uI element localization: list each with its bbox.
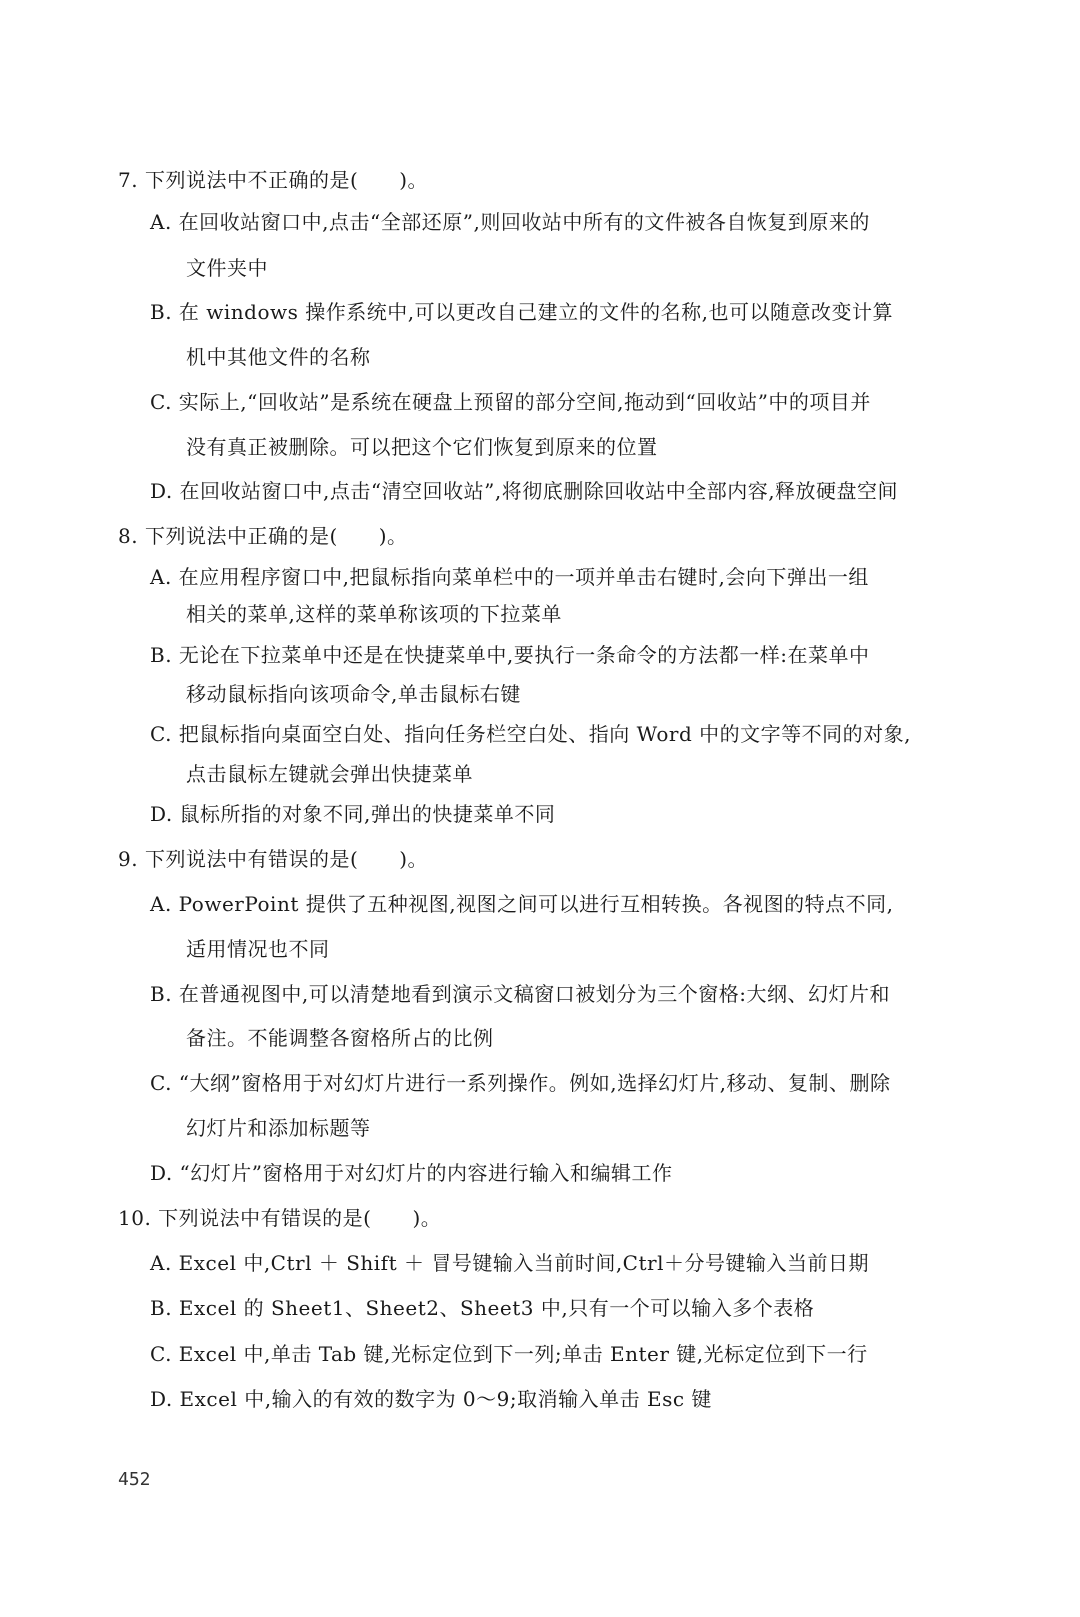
question-10-option-b: B. Excel 的 Sheet1、Sheet2、Sheet3 中,只有一个可以输入多个表格 (150, 1296, 815, 1320)
question-7-option-c-continued: 没有真正被删除。可以把这个它们恢复到原来的位置 (186, 435, 658, 459)
question-7-option-a: A. 在回收站窗口中,点击“全部还原”,则回收站中所有的文件被各自恢复到原来的 (150, 210, 870, 234)
question-10-option-d: D. Excel 中,输入的有效的数字为 0～9;取消输入单击 Esc 键 (150, 1387, 712, 1411)
question-8-option-b-continued: 移动鼠标指向该项命令,单击鼠标右键 (186, 682, 521, 706)
question-8-option-a-continued: 相关的菜单,这样的菜单称该项的下拉菜单 (186, 602, 562, 626)
question-7-option-d: D. 在回收站窗口中,点击“清空回收站”,将彻底删除回收站中全部内容,释放硬盘空间 (150, 479, 899, 503)
question-7-option-b-continued: 机中其他文件的名称 (186, 345, 371, 369)
question-8-stem: 8. 下列说法中正确的是( )。 (118, 524, 408, 548)
question-9-option-a-continued: 适用情况也不同 (186, 937, 330, 961)
question-7-stem: 7. 下列说法中不正确的是( )。 (118, 168, 429, 192)
question-8-option-c: C. 把鼠标指向桌面空白处、指向任务栏空白处、指向 Word 中的文字等不同的对象, (150, 722, 911, 746)
question-8-option-a: A. 在应用程序窗口中,把鼠标指向菜单栏中的一项并单击右键时,会向下弹出一组 (150, 565, 869, 589)
page-number: 452 (118, 1469, 151, 1490)
question-9-option-c-continued: 幻灯片和添加标题等 (186, 1116, 371, 1140)
question-9-option-b-continued: 备注。不能调整各窗格所占的比例 (186, 1026, 494, 1050)
question-8-option-b: B. 无论在下拉菜单中还是在快捷菜单中,要执行一条命令的方法都一样:在菜单中 (150, 643, 870, 667)
question-9-option-b: B. 在普通视图中,可以清楚地看到演示文稿窗口被划分为三个窗格:大纲、幻灯片和 (150, 982, 891, 1006)
question-7-option-b: B. 在 windows 操作系统中,可以更改自己建立的文件的名称,也可以随意改变计算 (150, 300, 893, 324)
question-10-option-a: A. Excel 中,Ctrl ＋ Shift ＋ 冒号键输入当前时间,Ctrl＋分号键输入当前日期 (150, 1251, 869, 1275)
question-10-option-c: C. Excel 中,单击 Tab 键,光标定位到下一列;单击 Enter 键,光标定位到下一行 (150, 1342, 868, 1366)
question-9-option-d: D. “幻灯片”窗格用于对幻灯片的内容进行输入和编辑工作 (150, 1161, 673, 1185)
question-9-stem: 9. 下列说法中有错误的是( )。 (118, 847, 429, 871)
question-9-option-c: C. “大纲”窗格用于对幻灯片进行一系列操作。例如,选择幻灯片,移动、复制、删除 (150, 1071, 891, 1095)
question-10-stem: 10. 下列说法中有错误的是( )。 (118, 1206, 442, 1230)
question-7-option-c: C. 实际上,“回收站”是系统在硬盘上预留的部分空间,拖动到“回收站”中的项目并 (150, 390, 871, 414)
question-8-option-c-continued: 点击鼠标左键就会弹出快捷菜单 (186, 762, 473, 786)
question-8-option-d: D. 鼠标所指的对象不同,弹出的快捷菜单不同 (150, 802, 556, 826)
question-7-option-a-continued: 文件夹中 (186, 256, 268, 280)
question-9-option-a: A. PowerPoint 提供了五种视图,视图之间可以进行互相转换。各视图的特点不同, (150, 892, 894, 916)
